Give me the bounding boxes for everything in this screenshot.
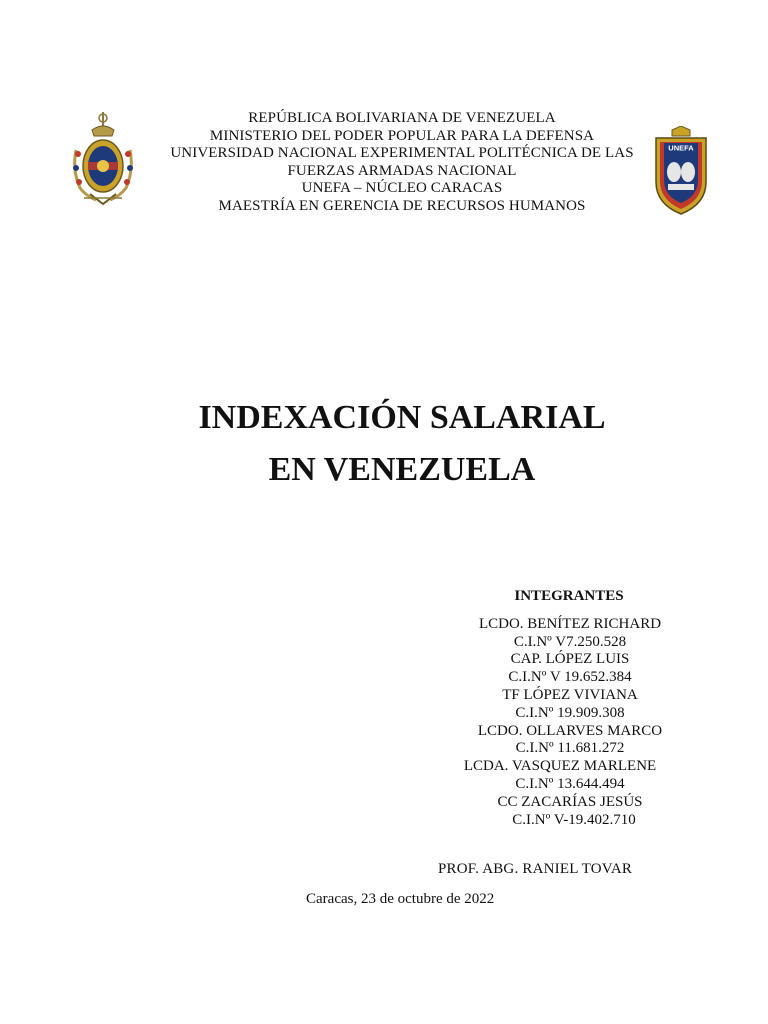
- header-line-program: MAESTRÍA EN GERENCIA DE RECURSOS HUMANOS: [218, 197, 586, 214]
- header-line-university: UNIVERSIDAD NACIONAL EXPERIMENTAL POLITÉCNICA DE LAS: [170, 145, 634, 162]
- title-line-1: INDEXACIÓN SALARIAL: [198, 399, 606, 436]
- member-line: C.I.Nº 13.644.494: [515, 775, 625, 792]
- member-line: C.I.Nº 19.909.308: [515, 704, 625, 721]
- members-block: [440, 588, 700, 829]
- member-line: TF LÓPEZ VIVIANA: [502, 686, 638, 703]
- member-line: LCDO. BENÍTEZ RICHARD: [478, 615, 662, 632]
- professor-name: PROF. ABG. RANIEL TOVAR: [438, 861, 633, 877]
- coat-of-arms-logo: [70, 110, 136, 206]
- header-line-university-cont: FUERZAS ARMADAS NACIONAL: [287, 162, 517, 179]
- document-title: [100, 392, 704, 496]
- member-line: C.I.Nº V7.250.528: [513, 633, 627, 650]
- coat-of-arms-icon: [70, 110, 136, 206]
- member-line: CAP. LÓPEZ LUIS: [510, 651, 630, 668]
- unefa-logo: [652, 126, 710, 216]
- member-line: LCDO. OLLARVES MARCO: [477, 722, 663, 739]
- members-heading: INTEGRANTES: [514, 588, 624, 604]
- title-line-2: EN VENEZUELA: [268, 451, 536, 488]
- member-line: LCDA. VASQUEZ MARLENE: [463, 758, 657, 775]
- institution-header: [150, 110, 654, 216]
- member-line: CC ZACARÍAS JESÚS: [497, 793, 643, 810]
- header-line-campus: UNEFA – NÚCLEO CARACAS: [301, 180, 503, 197]
- member-line: C.I.Nº V 19.652.384: [508, 669, 632, 686]
- member-line: C.I.Nº V-19.402.710: [512, 811, 636, 828]
- header-line-ministry: MINISTERIO DEL PODER POPULAR PARA LA DEFENSA: [209, 127, 595, 144]
- member-line: C.I.Nº 11.681.272: [515, 740, 625, 757]
- unefa-logo-text: UNEFA: [668, 143, 694, 153]
- unefa-shield-icon: [652, 126, 710, 216]
- document-date: Caracas, 23 de octubre de 2022: [306, 891, 495, 907]
- header-line-country: REPÚBLICA BOLIVARIANA DE VENEZUELA: [248, 110, 556, 126]
